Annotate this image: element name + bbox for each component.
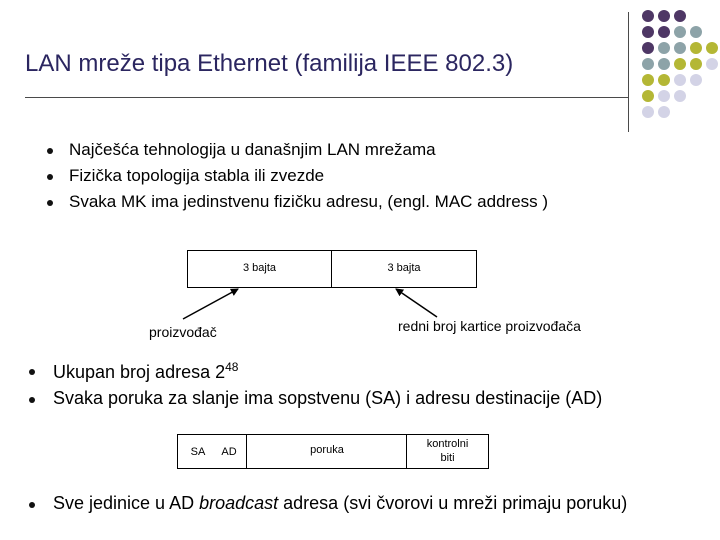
frame-field-sa: SA	[190, 446, 206, 458]
label-manufacturer: proizvođač	[149, 324, 217, 340]
arrow-to-manufacturer	[183, 289, 238, 319]
bullet-text: Svaka poruka za slanje ima sopstvenu (SA) i adresu destinacije (AD)	[53, 388, 603, 408]
checksum-line2: biti	[440, 452, 455, 464]
frame-field-payload: poruka	[310, 444, 344, 456]
broadcast-text-before: Sve jedinice u AD	[53, 493, 200, 513]
broadcast-text-after: adresa (svi čvorovi u mreži primaju poruku)	[278, 493, 628, 513]
broadcast-emphasis: broadcast	[199, 493, 279, 513]
mac-field-manufacturer: 3 bajta	[242, 262, 277, 274]
checksum-line1: kontrolni	[426, 438, 469, 450]
arrow-to-serial	[396, 289, 437, 317]
bullet-address-count	[53, 360, 238, 383]
bullet-text: Fizička topologija stabla ili zvezde	[69, 166, 325, 185]
frame-diagram	[177, 434, 489, 469]
bullet-dot	[29, 397, 35, 403]
mac-field-serial: 3 bajta	[387, 262, 421, 274]
bullet-text: Svaka MK ima jedinstvenu fizičku adresu, (engl. MAC address )	[69, 192, 549, 211]
bullet-dot	[29, 369, 35, 375]
address-count-exponent: 48	[225, 360, 239, 374]
bullet-text: Najčešća tehnologija u današnjim LAN mrežama	[69, 140, 436, 159]
frame-field-checksum	[407, 437, 488, 465]
address-count-text: Ukupan broj adresa 2	[53, 362, 226, 382]
label-serial-number: redni broj kartice proizvođača	[398, 318, 581, 334]
slide-title: LAN mreže tipa Ethernet (familija IEEE 802.3)	[25, 50, 514, 77]
bullet-broadcast	[53, 493, 627, 514]
frame-field-ad: AD	[221, 446, 237, 458]
bullet-dot	[29, 502, 35, 508]
